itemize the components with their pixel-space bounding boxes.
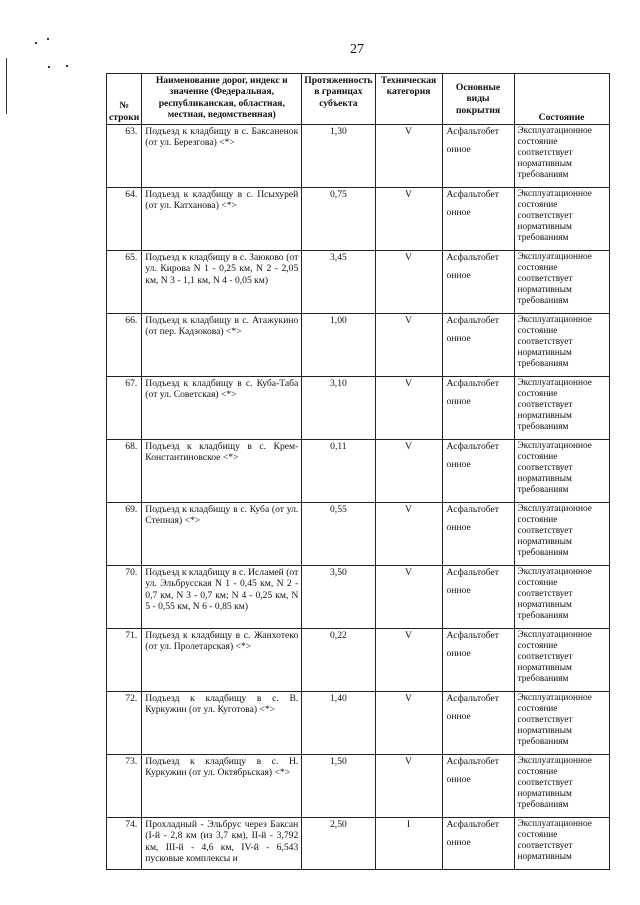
row-num: 68. [107, 440, 142, 503]
road-name: Подъезд к кладбищу в с. Куба-Таба (от ул. Советская) <*> [142, 377, 302, 440]
road-coverage [442, 188, 514, 251]
coverage-line-1: Асфальтобет [446, 819, 500, 830]
coverage-line-1: Асфальтобет [446, 252, 500, 263]
road-coverage [442, 503, 514, 566]
road-coverage [442, 377, 514, 440]
road-state: Эксплуатационное состояние соответствует нормативным требованиям [514, 314, 609, 377]
page-number: 27 [350, 42, 364, 57]
table-row [107, 125, 610, 188]
road-name: Подъезд к кладбищу в с. Заюково (от ул. Кирова N 1 - 0,25 км, N 2 - 2,05 км, N 3 - 1,1 км, N 4 - 0,05 км) [142, 251, 302, 314]
row-num: 70. [107, 566, 142, 629]
road-state: Эксплуатационное состояние соответствует нормативным требованиям [514, 755, 609, 818]
table-row [107, 251, 610, 314]
row-num: 69. [107, 503, 142, 566]
coverage-line-1: Асфальтобет [446, 756, 500, 767]
row-num: 66. [107, 314, 142, 377]
road-length: 1,40 [302, 692, 375, 755]
row-num: 65. [107, 251, 142, 314]
coverage-line-2: онное [446, 144, 471, 156]
road-coverage [442, 125, 514, 188]
table-row [107, 440, 610, 503]
road-coverage [442, 251, 514, 314]
table-row [107, 755, 610, 818]
road-state: Эксплуатационное состояние соответствует нормативным требованиям [514, 125, 609, 188]
row-num: 64. [107, 188, 142, 251]
road-coverage [442, 818, 514, 870]
coverage-line-1: Асфальтобет [446, 693, 500, 704]
table-row [107, 188, 610, 251]
road-name: Подъезд к кладбищу в с. В. Куркужин (от ул. Куготова) <*> [142, 692, 302, 755]
road-category: V [375, 440, 442, 503]
road-length: 3,50 [302, 566, 375, 629]
coverage-line-1: Асфальтобет [446, 378, 500, 389]
scan-artifact-dot [35, 42, 37, 44]
scan-artifact-dot [48, 66, 50, 68]
road-state: Эксплуатационное состояние соответствует нормативным требованиям [514, 440, 609, 503]
table-row [107, 692, 610, 755]
table-row [107, 503, 610, 566]
table-header-row [107, 74, 610, 125]
row-num: 72. [107, 692, 142, 755]
row-num: 63. [107, 125, 142, 188]
road-category: V [375, 251, 442, 314]
header-length: Протяженность в границах субъекта [302, 74, 375, 125]
table-row [107, 629, 610, 692]
road-coverage [442, 755, 514, 818]
coverage-line-2: онное [446, 396, 471, 408]
road-name: Подъезд к кладбищу в с. Атажукино (от пер. Кадзокова) <*> [142, 314, 302, 377]
roads-table [106, 73, 610, 870]
road-length: 3,10 [302, 377, 375, 440]
road-length: 0,11 [302, 440, 375, 503]
coverage-line-1: Асфальтобет [446, 126, 500, 137]
road-length: 3,45 [302, 251, 375, 314]
road-coverage [442, 692, 514, 755]
coverage-line-2: онное [446, 711, 471, 723]
road-length: 0,75 [302, 188, 375, 251]
road-coverage [442, 629, 514, 692]
road-category: V [375, 629, 442, 692]
coverage-line-2: онное [446, 270, 471, 282]
table-row [107, 818, 610, 870]
coverage-line-2: онное [446, 459, 471, 471]
road-category: V [375, 125, 442, 188]
coverage-line-2: онное [446, 837, 471, 849]
road-category: V [375, 377, 442, 440]
road-category: V [375, 503, 442, 566]
coverage-line-2: онное [446, 333, 471, 345]
coverage-line-1: Асфальтобет [446, 504, 500, 515]
coverage-line-2: онное [446, 207, 471, 219]
header-num: № строки [107, 74, 142, 125]
road-category: I [375, 818, 442, 870]
header-category: Техническая категория [375, 74, 442, 125]
coverage-line-2: онное [446, 774, 471, 786]
road-state: Эксплуатационное состояние соответствует нормативным требованиям [514, 377, 609, 440]
road-length: 1,50 [302, 755, 375, 818]
road-category: V [375, 314, 442, 377]
header-state: Состояние [514, 74, 609, 125]
road-state: Эксплуатационное состояние соответствует нормативным требованиям [514, 503, 609, 566]
coverage-line-1: Асфальтобет [446, 567, 500, 578]
header-coverage: Основные виды покрытия [442, 74, 514, 125]
scan-artifact-dot [47, 38, 49, 40]
road-state: Эксплуатационное состояние соответствует нормативным [514, 818, 609, 870]
coverage-line-2: онное [446, 648, 471, 660]
row-num: 73. [107, 755, 142, 818]
road-length: 2,50 [302, 818, 375, 870]
road-name: Подъезд к кладбищу в с. Жанхотеко (от ул. Пролетарская) <*> [142, 629, 302, 692]
road-category: V [375, 692, 442, 755]
road-state: Эксплуатационное состояние соответствует нормативным требованиям [514, 692, 609, 755]
road-name: Подъезд к кладбищу в с. Крем-Константиновское <*> [142, 440, 302, 503]
table-row [107, 314, 610, 377]
row-num: 71. [107, 629, 142, 692]
table-row [107, 566, 610, 629]
road-length: 1,00 [302, 314, 375, 377]
header-name: Наименование дорог, индекс и значение (Федеральная, республиканская, областная, местная, ведомственная) [142, 74, 302, 125]
road-coverage [442, 440, 514, 503]
road-state: Эксплуатационное состояние соответствует нормативным требованиям [514, 629, 609, 692]
road-category: V [375, 566, 442, 629]
coverage-line-1: Асфальтобет [446, 189, 500, 200]
road-coverage [442, 566, 514, 629]
road-name: Подъезд к кладбищу в с. Куба (от ул. Степная) <*> [142, 503, 302, 566]
road-state: Эксплуатационное состояние соответствует нормативным требованиям [514, 566, 609, 629]
road-name: Подъезд к кладбищу в с. Псыхурей (от ул. Катханова) <*> [142, 188, 302, 251]
coverage-line-1: Асфальтобет [446, 441, 500, 452]
coverage-line-2: онное [446, 585, 471, 597]
coverage-line-2: онное [446, 522, 471, 534]
road-length: 0,55 [302, 503, 375, 566]
road-length: 1,30 [302, 125, 375, 188]
road-length: 0,22 [302, 629, 375, 692]
coverage-line-1: Асфальтобет [446, 315, 500, 326]
road-state: Эксплуатационное состояние соответствует нормативным требованиям [514, 188, 609, 251]
road-state: Эксплуатационное состояние соответствует нормативным требованиям [514, 251, 609, 314]
coverage-line-1: Асфальтобет [446, 630, 500, 641]
road-name: Прохладный - Эльбрус через Баксан (I-й - 2,8 км (из 3,7 км), II-й - 3,792 км, III-й - 4,6 км, IV-й - 6,543 пусковые комплексы и [142, 818, 302, 870]
table-row [107, 377, 610, 440]
road-category: V [375, 188, 442, 251]
road-coverage [442, 314, 514, 377]
road-category: V [375, 755, 442, 818]
row-num: 74. [107, 818, 142, 870]
scan-artifact-line [6, 58, 7, 114]
scan-artifact-dot [66, 65, 68, 67]
road-name: Подъезд к кладбищу в с. Исламей (от ул. Эльбрусская N 1 - 0,45 км, N 2 - 0,7 км, N 3 - 0,7 км; N 4 - 0,25 км, N 5 - 0,55 км, N 6 - 0,85 км) [142, 566, 302, 629]
road-name: Подъезд к кладбищу в с. Н. Куркужин (от ул. Октябрьская) <*> [142, 755, 302, 818]
road-name: Подъезд к кладбищу в с. Баксаненок (от ул. Березгова) <*> [142, 125, 302, 188]
row-num: 67. [107, 377, 142, 440]
